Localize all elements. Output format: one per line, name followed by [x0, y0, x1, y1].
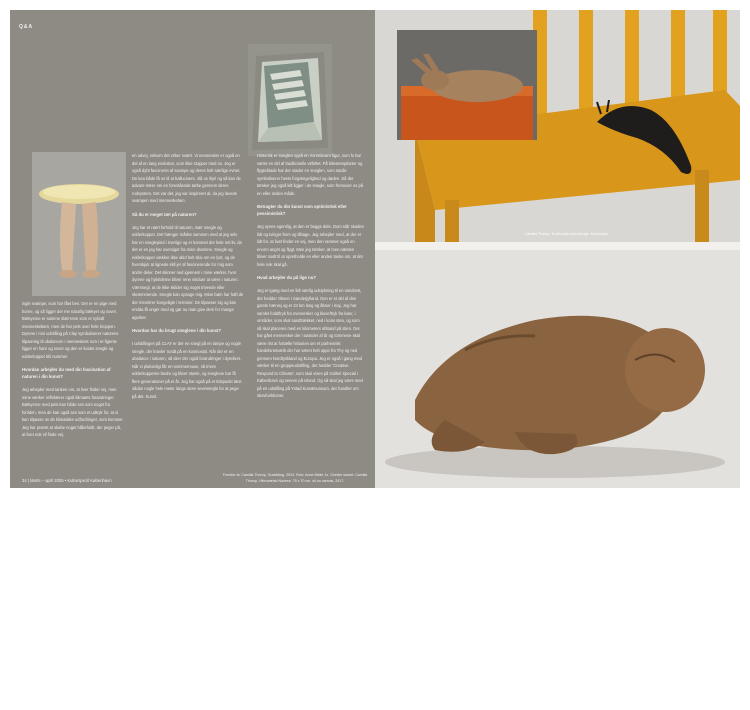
photo-caption: Camilla Thorup, Sovende Dreng. 2024. Foto: Anne Mette Jo. [505, 706, 602, 710]
question-heading: Hvordan har du brugt sneglene i din kunst? [132, 328, 222, 333]
photo-chair-with-slug [375, 10, 740, 242]
page-folio: 34 | Marts – april 2025 • Kulturspezil København [22, 478, 112, 483]
question-heading: Betragter du din kunst som optimistisk eller pessimistisk? [257, 204, 347, 216]
photo-sleeping-child-sculpture [375, 250, 740, 710]
paragraph: Jeg har et nært forhold til naturen, især snegle og edderkopper. Det hænger måske sammen med at jeg selv har en sneglepind i Sverige og er kommet der hele mit liv, da det er en jeg har oversiget fra mine drømme. Snegle og edderkopper vækker ikke altid helt skiv om en lyst, og de hverskjulr at lignede skil jer af fascinerende for mig som andre deler. Det skinner ned igennem i mine værker, hvor dyrene og hybriderne bliver rene vinduer at være i naturen. Værsnegl. at de ikke skilder sig noget trivende eller skræmmende. Snegle kan opsage mig. Mine bøm har haft de der meontrer kongeligte i terrarier. De tilpasser sig og kan endda få unger med og gør nu man give dem for mange agurker. [132, 224, 244, 320]
right-page [375, 10, 740, 710]
paragraph: en udvej, selvom det virker svært. Vi mennesker er også en del af en lang evolution, som ikke stopper med os. Jeg er også dybt fascineret af svampe og deres helt særlige evner. De kan både få os til at hallucinere, slå os ihjel og så kan de advare træer om en forestående tørke gennem deres rodsystem. Det var det, jeg var inspireret af, da jeg lavede svampen med menneskeben. [132, 153, 241, 203]
paragraph: I udstillingen på CLAY er der en snegl på en lampe og nogle snegle, der kravler rundt på en kosmostol. Når der er en ubalance i naturen, så sker der også forandringer i dyrelivet. Når vi plukseligt får en sommermuse, så trives edderkopperne bedre og bliver større, og sneglene bar få flere generationer på et år. Jeg har også på et tidspunkt læst sådan nogle hele meter lange store sevesnegle for at pege på det. Kunst. [132, 341, 242, 399]
artwork-mushroom-legs [32, 152, 126, 296]
photo-caption: Camilla Thorup, Trochoraph and neroge. Kosmostol. [525, 232, 609, 236]
text-column-2 [132, 152, 244, 406]
question-heading: Så du er meget tæt på naturen? [132, 211, 197, 217]
text-column-1 [22, 300, 124, 445]
section-label: Q&A [19, 24, 34, 30]
question-heading: Hvordan arbejder du med din fascination af naturen i din kunst? [22, 367, 111, 379]
question-heading: Hvad arbejder du på lige nu? [257, 275, 316, 280]
paragraph: Jeg synes egentlig, at den er begge dele. Dom står skaden lidt og tvinger frem og tilbage. Jeg arbejder med, at der er lidt for, at livet finder en vej, men den rammer også en enorm angst og flygt. Men jeg tænker, at men næsten bliver nødt til at opretholde en eller anden tanke om, at det hele nok skal gå. [257, 224, 364, 267]
text-column-3 [257, 152, 365, 406]
paragraph: ingle svampe, som har fået ben. Der er en pige med horne, og så ligger der me naturlig bækyer og sover. Bækyerne er samme slatt-rene som et nyfødt menneskebarn, men de har pels over hele kroppen. Dyrene i min udstilling på Clay symboliserer naturens tilpasning til ubalancen i menneskets rum i et figente ligger en hare og sover og den er koolet snegle og edderkopper titil nummer. [22, 301, 119, 359]
paragraph: Jeg arbejder med tanken om, at liver finder vej, men mine værker reflekterer også klimaets forandringer. Bækyerne med pels kan både ses som noget fra fortiden, men de kan også ses som et udtryk for, at vi kan tilpasse os de klimatiske udfordringer, som kommer. Jeg har prøvet at skabe noget håbefuldt, der peger på, at livet nok vil finde vej. [22, 387, 124, 437]
photo-hare-on-chair [397, 30, 537, 140]
left-page [10, 10, 375, 488]
paragraph: Jeg er igang med en lidt særlig udstykning til en vandrest, der hedder Oksen i Sønderjylland. Den er et del af den gamle hærvej og er 24 km lang og åbner i maj. Jeg har samlet fodaftryk fra mennesker og kloveftryk fra køer, i områder, som skal sandtrækket, ned i kons sten, og som så skal placeres med en kilometers afstand på stien. Der har gået mennesker der i tusinder af år og tommene skal være rist at fortælle historien om et parhenrisk handelsnetværk der har været helt oppe fra Thy og ned gennem Nordtyskland og Europa. Jeg er også i gang med værker til en gruppeudstilling, der hedder 'Creative Respond to Climate', som skal vises på Galleri Special i København og senere på Island. Og så skal jeg være med på en udstilling på Ystad Kunstmuseum, der handler om skovfunktioner. [257, 288, 363, 398]
paragraph: Historisk er sneglen også en ironmiscant figur, som fx har været en del af traditionelle vitfeltet. På bilestempilarter og flygteblade har der stader en sneglen, som studie symboliserer hvets forgængelighed og døden. Så det tænker jeg også kilt ligger i de snegle, som fremover os på en eller anden måde. [257, 153, 364, 196]
artwork-stairs-painting [248, 44, 332, 156]
photo-caption: Forrefor ts: Camilla Thorup, Gudrikting. 2024. Foto: Anne Mette Jo. Overfor snaret: Camilla Thorup, Hibruvætsd Nosese. 75 x 70 cm, oil on canvas, 2017. [222, 473, 368, 483]
